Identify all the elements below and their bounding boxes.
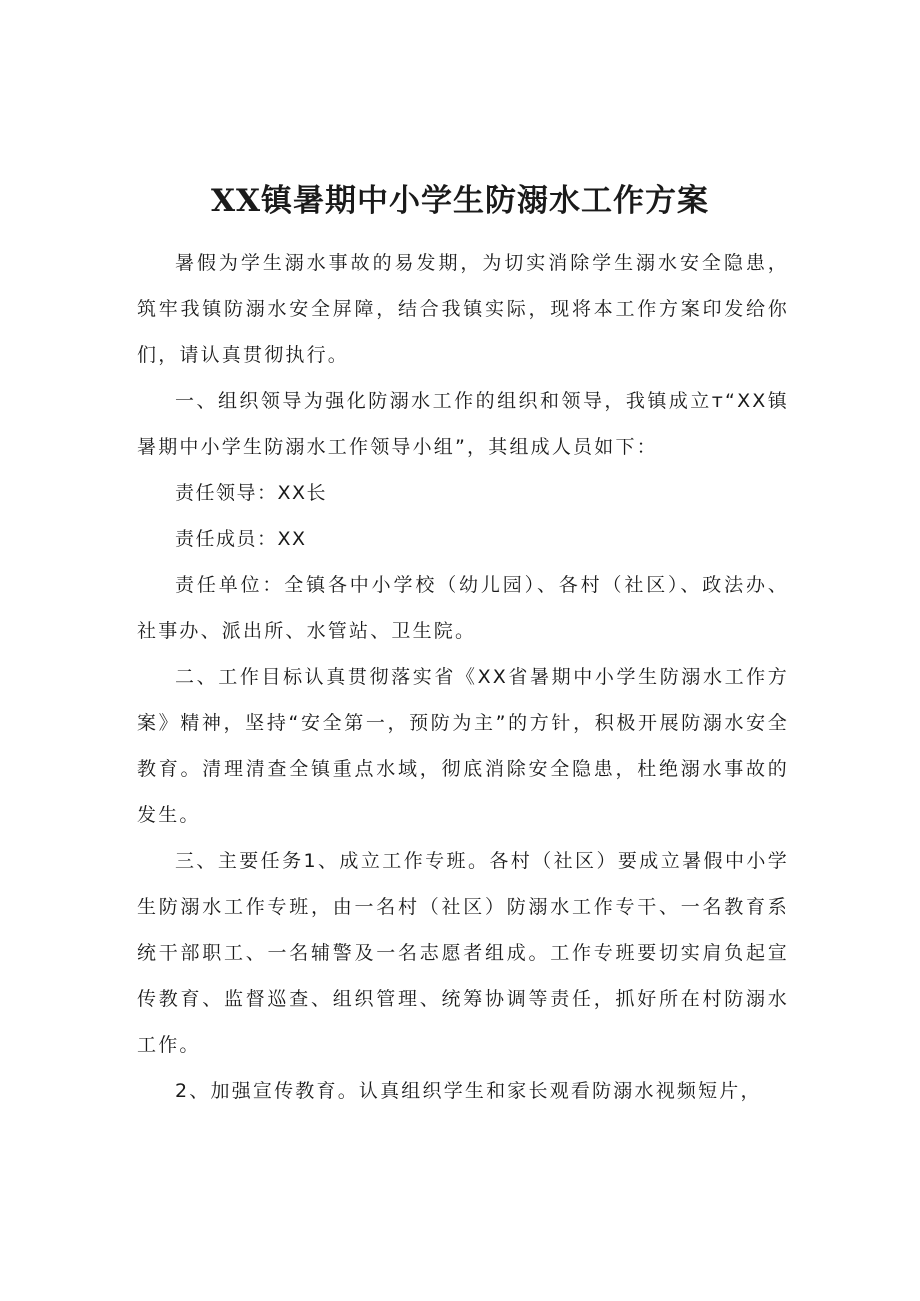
paragraph-units: 责任单位：全镇各中小学校（幼儿园）、各村（社区）、政法办、社事办、派出所、水管站、卫生院。 xyxy=(137,574,789,642)
paragraph-members: 责任成员：XX xyxy=(175,528,307,550)
paragraph-section-2: 二、工作目标认真贯彻落实省《XX省暑期中小学生防溺水工作方案》精神，坚持“安全第一，预防为主”的方针，积极开展防溺水安全教育。清理清查全镇重点水域，彻底消除安全隐患，杜绝溺水事故的发生。 xyxy=(137,666,789,826)
paragraph-intro: 暑假为学生溺水事故的易发期，为切实消除学生溺水安全隐患，筑牢我镇防溺水安全屏障，结合我镇实际，现将本工作方案印发给你们，请认真贯彻执行。 xyxy=(137,252,789,366)
paragraph-item-2: 2、加强宣传教育。认真组织学生和家长观看防溺水视频短片， xyxy=(175,1080,762,1102)
document-title: XX镇暑期中小学生防溺水工作方案 xyxy=(210,183,710,219)
paragraph-section-1: 一、组织领导为强化防溺水工作的组织和领导，我镇成立т“XX镇暑期中小学生防溺水工作领导小组”，其组成人员如下： xyxy=(137,390,789,458)
paragraph-section-3: 三、主要任务1、成立工作专班。各村（社区）要成立暑假中小学生防溺水工作专班，由一名村（社区）防溺水工作专干、一名教育系统干部职工、一名辅警及一名志愿者组成。工作专班要切实肩负起宣传教育、监督巡查、组织管理、统筹协调等责任，抓好所在村防溺水工作。 xyxy=(137,850,789,1056)
paragraph-leader: 责任领导：XX长 xyxy=(175,482,328,504)
document-body xyxy=(137,240,789,1114)
